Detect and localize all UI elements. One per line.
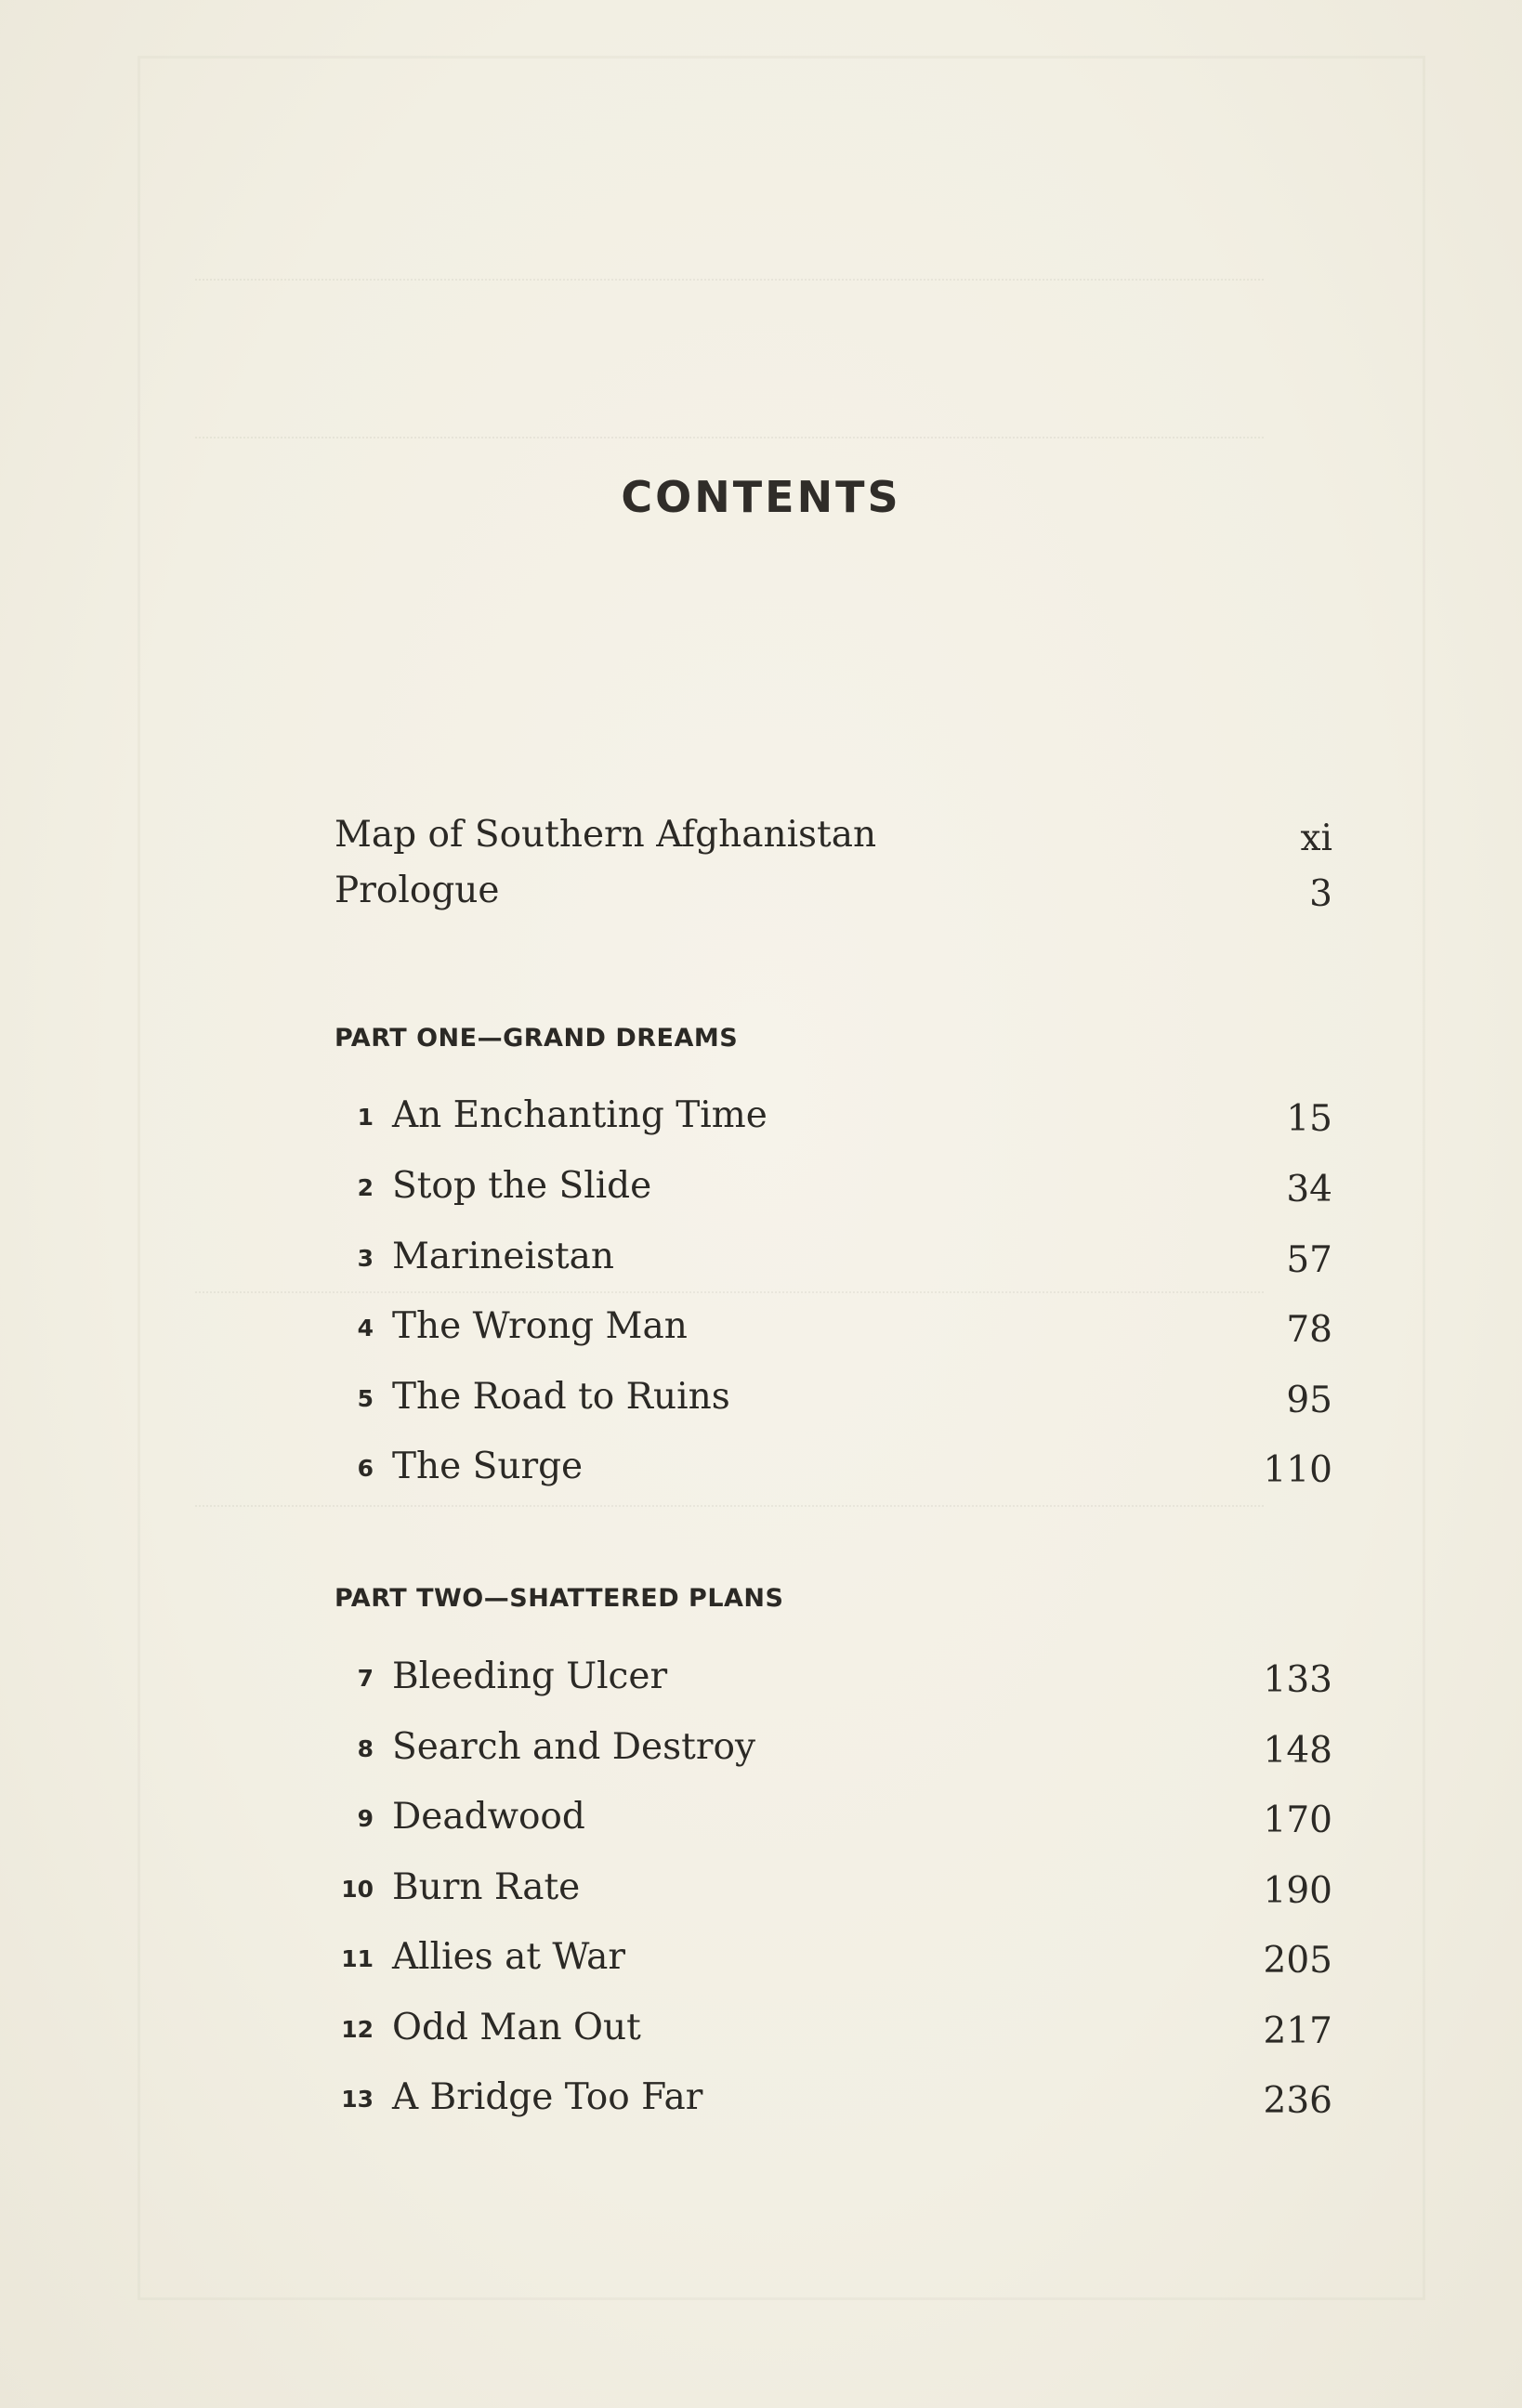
chapter-title: A Bridge Too Far <box>392 2076 703 2118</box>
chapter-title: Stop the Slide <box>392 1165 652 1207</box>
chapter-number: 8 <box>357 1735 374 1762</box>
chapter-title: Marineistan <box>392 1236 615 1277</box>
chapter-number: 4 <box>357 1315 374 1341</box>
show-through-line <box>195 1505 1264 1507</box>
chapter-title: An Enchanting Time <box>392 1094 768 1136</box>
chapter-number: 12 <box>341 2016 374 2043</box>
show-through-line <box>195 1291 1264 1293</box>
toc-entry-page: xi <box>1300 818 1332 859</box>
chapter-page: 170 <box>1263 1799 1332 1841</box>
chapter-page: 57 <box>1286 1239 1332 1281</box>
chapter-page: 95 <box>1286 1380 1332 1421</box>
chapter-page: 15 <box>1286 1098 1332 1140</box>
toc-chapter[interactable] <box>335 2076 1332 2132</box>
chapter-page: 217 <box>1263 2010 1332 2052</box>
chapter-title: Bleeding Ulcer <box>392 1656 668 1697</box>
chapter-number: 1 <box>357 1104 374 1131</box>
chapter-title: Allies at War <box>392 1936 625 1978</box>
chapter-page: 148 <box>1263 1730 1332 1772</box>
toc-entry-map[interactable] <box>335 814 1332 870</box>
chapter-number: 6 <box>357 1455 374 1482</box>
chapter-number: 7 <box>357 1665 374 1692</box>
chapter-page: 190 <box>1263 1870 1332 1912</box>
chapter-number: 5 <box>357 1385 374 1412</box>
chapter-title: The Surge <box>392 1446 584 1487</box>
chapter-number: 9 <box>357 1805 374 1832</box>
chapter-number: 2 <box>357 1174 374 1201</box>
part-heading: PART ONE—GRAND DREAMS <box>335 1024 739 1053</box>
chapter-title: Deadwood <box>392 1796 585 1838</box>
toc-chapter[interactable] <box>335 1165 1332 1221</box>
chapter-page: 205 <box>1263 1940 1332 1982</box>
chapter-title: Burn Rate <box>392 1866 581 1908</box>
show-through-line <box>195 279 1264 281</box>
toc-chapter[interactable] <box>335 1236 1332 1291</box>
chapter-title: Odd Man Out <box>392 2007 641 2048</box>
chapter-title: The Wrong Man <box>392 1305 688 1347</box>
chapter-page: 133 <box>1263 1659 1332 1701</box>
chapter-page: 34 <box>1286 1169 1332 1211</box>
part-heading: PART TWO—SHATTERED PLANS <box>335 1584 784 1613</box>
chapter-number: 13 <box>341 2086 374 2113</box>
toc-chapter[interactable] <box>335 1936 1332 1992</box>
toc-entry-page: 3 <box>1309 873 1332 915</box>
toc-chapter[interactable] <box>335 1866 1332 1922</box>
toc-entry-title: Map of Southern Afghanistan <box>335 814 877 856</box>
show-through-line <box>195 437 1264 438</box>
chapter-page: 236 <box>1263 2080 1332 2122</box>
chapter-page: 78 <box>1286 1309 1332 1351</box>
toc-chapter[interactable] <box>335 1094 1332 1150</box>
toc-chapter[interactable] <box>335 1376 1332 1432</box>
chapter-page: 110 <box>1263 1449 1332 1491</box>
chapter-number: 10 <box>341 1876 374 1903</box>
chapter-number: 3 <box>357 1245 374 1272</box>
chapter-title: The Road to Ruins <box>392 1376 730 1418</box>
toc-chapter[interactable] <box>335 1446 1332 1501</box>
page-title: CONTENTS <box>621 472 901 522</box>
toc-chapter[interactable] <box>335 1305 1332 1361</box>
toc-entry-prologue[interactable] <box>335 870 1332 925</box>
toc-chapter[interactable] <box>335 2007 1332 2062</box>
toc-chapter[interactable] <box>335 1726 1332 1782</box>
toc-chapter[interactable] <box>335 1796 1332 1852</box>
toc-chapter[interactable] <box>335 1656 1332 1711</box>
chapter-number: 11 <box>341 1945 374 1972</box>
toc-entry-title: Prologue <box>335 870 500 911</box>
chapter-title: Search and Destroy <box>392 1726 755 1768</box>
